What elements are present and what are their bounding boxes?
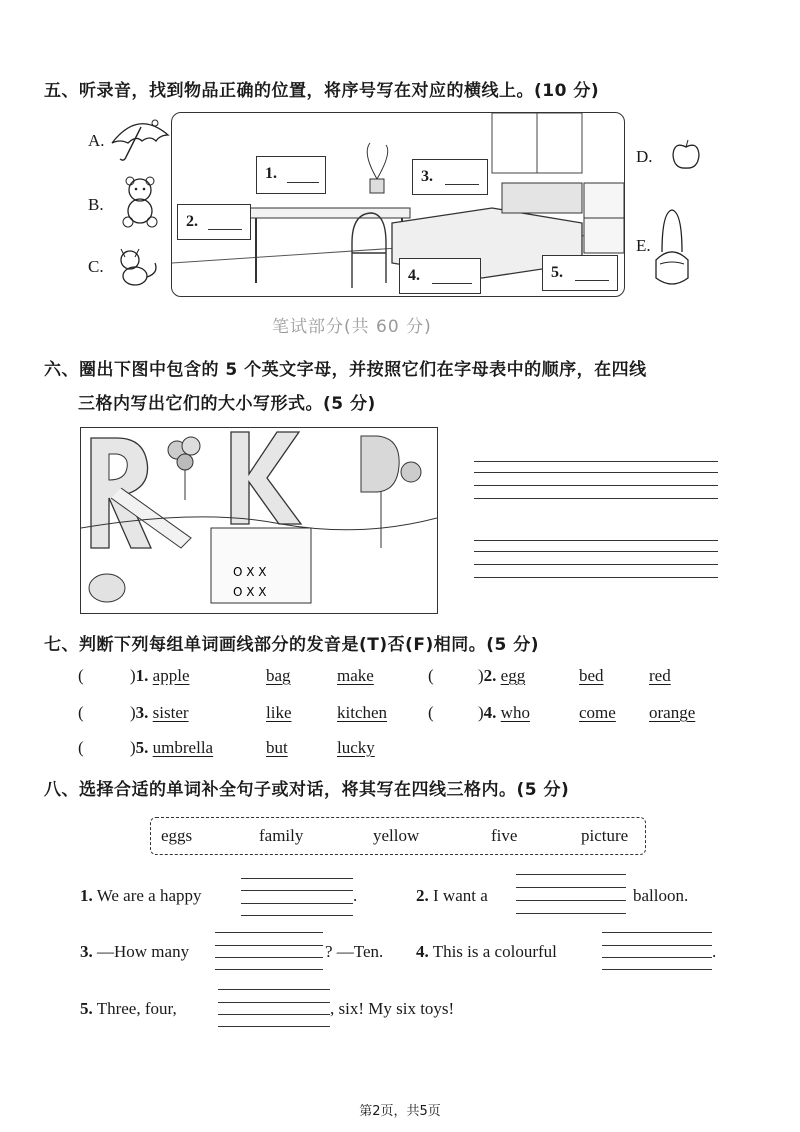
q7-item-4: )4. who [478,703,530,722]
word-bank [150,817,646,855]
label-a: A. [88,131,105,150]
answer-paren-4[interactable]: ( [428,703,434,722]
blank-box-4[interactable] [399,258,481,294]
word-bank-item: eggs [161,826,193,845]
sentence-1-end: . [353,886,358,905]
q7-word: red [649,666,671,685]
sentence-4-end: . [712,942,717,961]
answer-paren-2[interactable]: ( [428,666,434,685]
q7-word: come [579,703,616,722]
blank-box-5[interactable] [542,255,618,291]
umbrella-icon [108,113,172,165]
q7-word: bag [266,666,291,685]
word-bank-item: yellow [373,826,420,845]
word-bank-item: picture [581,826,629,845]
sentence-4: 4. This is a colourful [416,942,557,961]
written-section-header: 笔试部分(共 60 分) [272,317,432,337]
blank-number: 1. [265,165,277,182]
svg-text:O X X: O X X [233,565,267,579]
answer-paren-5[interactable]: ( [78,738,84,757]
sentence-3: 3. —How many [80,942,190,961]
svg-text:O X X: O X X [233,585,267,599]
sentence-2-end: balloon. [633,886,689,905]
writing-grid-1[interactable] [474,461,718,501]
writing-grid-2[interactable] [474,540,718,580]
sentence-2: 2. I want a [416,886,488,905]
sentence-3-end: ? —Ten. [325,942,384,961]
label-b: B. [88,195,104,214]
q7-word: kitchen [337,703,388,722]
q7-title: 七、判断下列每组单词画线部分的发音是(T)否(F)相同。(5 分) [44,635,540,655]
cat-icon [113,243,163,289]
label-c: C. [88,257,104,276]
teddy-bear-icon [117,176,163,228]
apple-icon [668,137,704,173]
word-bank-item: family [259,826,304,845]
q7-word: lucky [337,738,375,757]
sentence-5: 5. Three, four, [80,999,177,1018]
answer-paren-3[interactable]: ( [78,703,84,722]
sentence-5-end: , six! My six toys! [330,999,455,1018]
writing-grid-s4[interactable] [602,932,712,972]
writing-grid-s3[interactable] [215,932,323,972]
q7-word: make [337,666,374,685]
bag-icon [652,204,692,290]
page-footer: 第2页，共5页 [359,1104,441,1119]
blank-number: 3. [421,168,433,185]
q7-item-3: )3. sister [130,703,189,722]
q6-title-line2: 三格内写出它们的大小写形式。(5 分) [78,394,376,414]
label-e: E. [636,236,651,255]
q6-title-line1: 六、圈出下图中包含的 5 个英文字母，并按照它们在字母表中的顺序，在四线 [44,360,647,380]
q7-word: like [266,703,292,722]
q7-word: orange [649,703,696,722]
q7-word: but [266,738,288,757]
blank-box-1[interactable] [256,156,326,194]
writing-grid-s5[interactable] [218,989,330,1029]
word-bank-item: five [491,826,518,845]
q8-title: 八、选择合适的单词补全句子或对话，将其写在四线三格内。(5 分) [44,780,570,800]
sentence-1: 1. We are a happy [80,886,202,905]
q5-title: 五、听录音，找到物品正确的位置，将序号写在对应的横线上。(10 分) [44,81,600,101]
blank-box-2[interactable] [177,204,251,240]
blank-number: 4. [408,267,420,284]
blank-box-3[interactable] [412,159,488,195]
q7-item-2: )2. egg [478,666,526,685]
blank-number: 2. [186,213,198,230]
answer-paren-1[interactable]: ( [78,666,84,685]
q7-item-5: )5. umbrella [130,738,214,757]
letters-picture [80,427,438,614]
q7-word: bed [579,666,604,685]
blank-number: 5. [551,264,563,281]
label-d: D. [636,147,653,166]
writing-grid-s2[interactable] [516,874,626,914]
writing-grid-s1[interactable] [241,878,353,918]
q7-item-1: )1. apple [130,666,190,685]
